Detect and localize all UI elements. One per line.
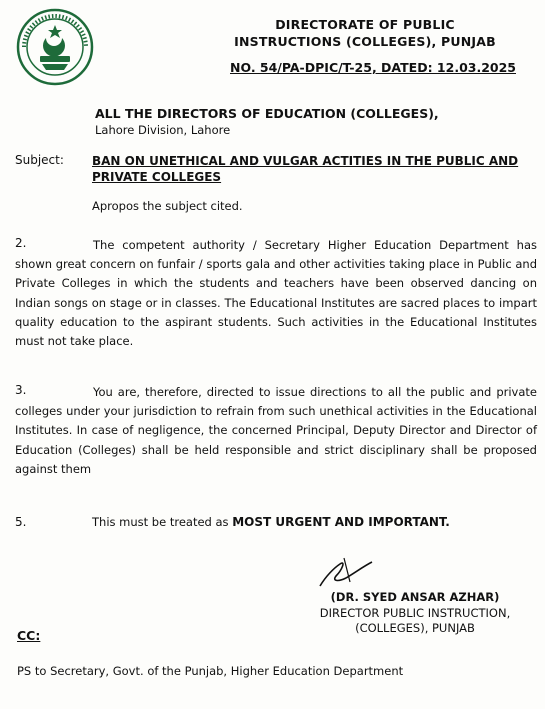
punjab-government-seal-icon (16, 8, 94, 86)
signatory-name: (DR. SYED ANSAR AZHAR) (330, 590, 500, 604)
subject-label: Subject: (15, 153, 64, 167)
header-org-line1: DIRECTORATE OF PUBLIC (275, 17, 455, 32)
paragraph-5-emphasis: MOST URGENT AND IMPORTANT. (232, 515, 450, 529)
header-org-line2: INSTRUCTIONS (COLLEGES), PUNJAB (234, 34, 496, 49)
paragraph-2-text: The competent authority / Secretary Higher Education Department has shown great concern on funfair / sports gala and other activities taking place in Public and Private Colleges in which the students and teachers have been observed dancing on Indian songs on stage or in classes. The Educational Institutes are sacred places to impart quality education to the aspirant students. Such activities in the Educational Institutes must not take place. (15, 238, 537, 349)
paragraph-5-prefix: This must be treated as (92, 515, 233, 529)
signatory-title-line1: DIRECTOR PUBLIC INSTRUCTION, (319, 605, 511, 620)
reference-number: NO. 54/PA-DPIC/T-25, DATED: 12.03.2025 (230, 60, 516, 75)
recipient-line2: Lahore Division, Lahore (95, 123, 231, 137)
paragraph-5-text (92, 515, 450, 529)
apropos-line: Apropos the subject cited. (92, 199, 243, 213)
cc-recipient: PS to Secretary, Govt. of the Punjab, Higher Education Department (17, 664, 404, 678)
paragraph-5-number: 5. (15, 515, 27, 529)
signatory-title-line2: (COLLEGES), PUNJAB (355, 621, 475, 635)
paragraph-3-text: You are, therefore, directed to issue directions to all the public and private colleges under your jurisdiction to refrain from such unethical activities in the Educational Institutes. In case of negligence, the concerned Principal, Deputy Director and Director of Education (Colleges) shall be held responsible and strict disciplinary shall be proposed against them (15, 385, 537, 476)
signature-block (300, 590, 530, 637)
subject-text: BAN ON UNETHICAL AND VULGAR ACTITIES IN THE PUBLIC AND PRIVATE COLLEGES (92, 154, 519, 184)
cc-label: CC: (17, 628, 41, 643)
signature-mark-icon (316, 556, 376, 590)
paragraph-2-number: 2. (15, 236, 27, 250)
paragraph-3-number: 3. (15, 383, 27, 397)
recipient-line1: ALL THE DIRECTORS OF EDUCATION (COLLEGES), (95, 106, 439, 121)
header-organization (200, 16, 530, 50)
